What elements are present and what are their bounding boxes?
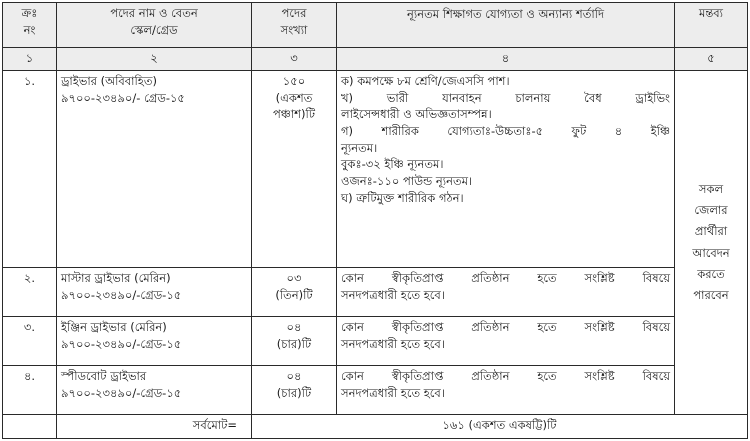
header-remarks: মন্তব্য xyxy=(675,3,748,48)
column-number: ৪ xyxy=(337,47,675,70)
table-row xyxy=(3,267,748,316)
requirement-line: ঘ) ত্রুটিমুক্ত শারীরিক গঠন। xyxy=(341,190,464,205)
post-name: স্পীডবোট ড্রাইভার xyxy=(61,369,147,384)
serial-cell: ৩. xyxy=(3,317,57,366)
requirement-line: সনদপত্রধারী হতে হবে। xyxy=(341,287,445,302)
requirement-line: গ) শারীরিক যোগ্যতাঃ-উচ্চতাঃ-৫ ফুট ৪ ইঞ্চি xyxy=(341,124,670,139)
total-empty-cell xyxy=(3,415,57,439)
table-row xyxy=(3,317,748,366)
header-requirements: ন্যূনতম শিক্ষাগত যোগ্যতা ও অন্যান্য শর্তাদি xyxy=(337,3,675,48)
post-cell xyxy=(57,71,252,268)
requirements-cell xyxy=(337,71,675,268)
posts-table xyxy=(2,2,748,439)
header-row xyxy=(3,3,748,48)
post-name: ড্রাইভার (অবিবাহিত) xyxy=(61,74,157,89)
requirements-cell xyxy=(337,317,675,366)
serial-cell: ৪. xyxy=(3,366,57,415)
pay-scale: ৯৭০০-২৩৪৯০/-গ্রেড-১৫ xyxy=(61,287,182,302)
total-value: ১৬১ (একশত একষট্টি)টি xyxy=(252,415,748,439)
requirement-line: খ) ভারী যানবাহন চালনায় বৈধ ড্রাইভিং xyxy=(341,90,670,105)
count-cell: ১৫০ (একশত পঞ্চাশ)টি xyxy=(252,71,337,268)
post-name: মাস্টার ড্রাইভার (মেরিন) xyxy=(61,270,171,285)
column-number-row xyxy=(3,47,748,70)
remarks-cell: সকল জেলার প্রার্থীরা আবেদন করতে পারবেন xyxy=(675,71,748,415)
serial-cell: ১. xyxy=(3,71,57,268)
requirements-cell xyxy=(337,366,675,415)
table-row xyxy=(3,366,748,415)
post-cell xyxy=(57,366,252,415)
header-post-name: পদের নাম ও বেতন স্কেল/গ্রেড xyxy=(57,3,252,48)
header-post-count: পদের সংখ্যা xyxy=(252,3,337,48)
serial-cell: ২. xyxy=(3,267,57,316)
post-cell xyxy=(57,267,252,316)
requirement-line: ওজনঃ-১১০ পাউন্ড ন্যূনতম। xyxy=(341,174,473,189)
post-cell xyxy=(57,317,252,366)
total-label: সর্বমোট= xyxy=(57,415,252,439)
column-number: ৩ xyxy=(252,47,337,70)
requirement-line: কোন স্বীকৃতিপ্রাপ্ত প্রতিষ্ঠান হতে সংশ্লিষ্ট বিষয়ে xyxy=(341,369,670,384)
count-cell: ০৪ (চার)টি xyxy=(252,366,337,415)
requirements-cell xyxy=(337,267,675,316)
column-number: ২ xyxy=(57,47,252,70)
requirement-line: ন্যূনতম। xyxy=(341,140,378,155)
column-number: ৫ xyxy=(675,47,748,70)
pay-scale: ৯৭০০-২৩৪৯০/-গ্রেড-১৫ xyxy=(61,385,182,400)
requirement-line: বুকঃ-৩২ ইঞ্চি ন্যূনতম। xyxy=(341,157,444,172)
total-row xyxy=(3,415,748,439)
pay-scale: ৯৭০০-২৩৪৯০/-গ্রেড-১৫ xyxy=(61,336,182,351)
count-cell: ০৩ (তিন)টি xyxy=(252,267,337,316)
requirement-line: সনদপত্রধারী হতে হবে। xyxy=(341,336,445,351)
requirement-line: ক) কমপক্ষে ৮ম শ্রেণি/জেএসসি পাশ। xyxy=(341,74,510,89)
count-cell: ০৪ (চার)টি xyxy=(252,317,337,366)
column-number: ১ xyxy=(3,47,57,70)
table-row xyxy=(3,71,748,268)
requirement-line: সনদপত্রধারী হতে হবে। xyxy=(341,385,445,400)
pay-scale: ৯৭০০-২৩৪৯০/- গ্রেড-১৫ xyxy=(61,90,185,105)
requirement-line: লাইসেন্সধারী ও অভিজ্ঞতাসম্পন্ন। xyxy=(341,107,492,122)
requirement-line: কোন স্বীকৃতিপ্রাপ্ত প্রতিষ্ঠান হতে সংশ্লিষ্ট বিষয়ে xyxy=(341,320,670,335)
requirement-line: কোন স্বীকৃতিপ্রাপ্ত প্রতিষ্ঠান হতে সংশ্লিষ্ট বিষয়ে xyxy=(341,270,670,285)
post-name: ইঞ্জিন ড্রাইভার (মেরিন) xyxy=(61,320,167,335)
header-serial: ক্রঃ নং xyxy=(3,3,57,48)
